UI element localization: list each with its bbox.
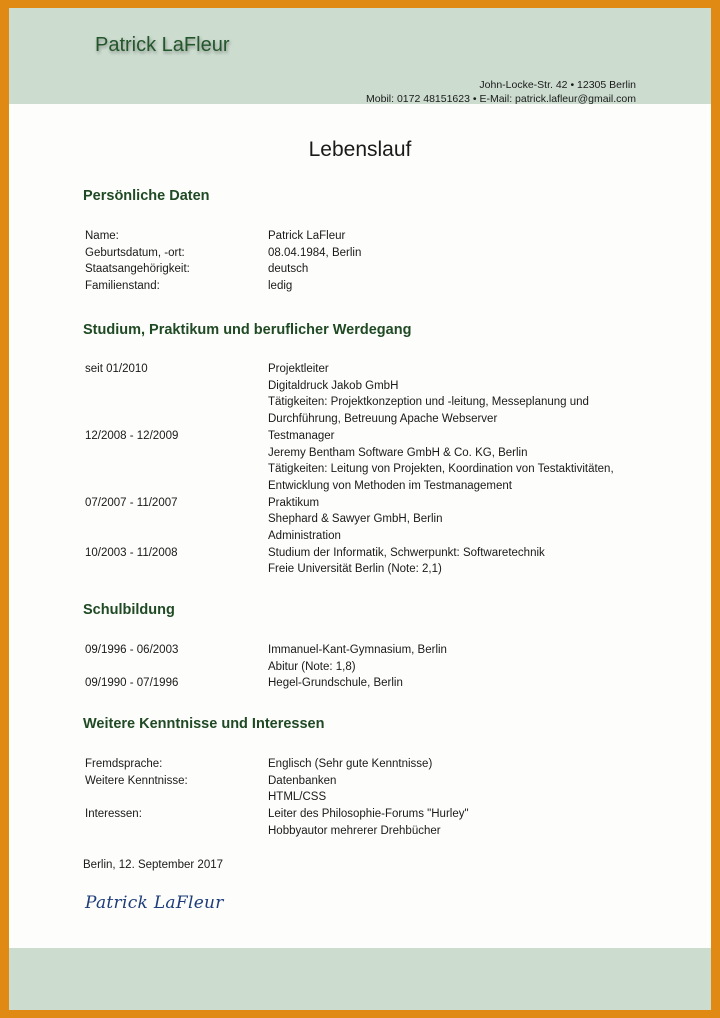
row-label: 10/2003 - 11/2008 [85, 546, 178, 559]
applicant-name: Patrick LaFleur [95, 34, 230, 56]
table-row [85, 806, 645, 839]
row-value-line: Datenbanken [268, 774, 337, 787]
table-row [85, 278, 645, 295]
section-heading-personal: Persönliche Daten [83, 188, 210, 204]
contact-block [366, 78, 636, 106]
row-label: Staatsangehörigkeit: [85, 263, 190, 276]
table-row [85, 428, 645, 495]
row-value [268, 278, 645, 295]
row-value [268, 228, 645, 245]
row-value [268, 642, 645, 675]
row-label: 07/2007 - 11/2007 [85, 496, 178, 509]
career-list [85, 361, 645, 578]
row-value-line: Jeremy Bentham Software GmbH & Co. KG, Berlin [268, 446, 528, 459]
row-value [268, 428, 645, 495]
table-row [85, 228, 645, 245]
row-value [268, 756, 645, 773]
row-value [268, 361, 645, 428]
section-heading-school: Schulbildung [83, 602, 175, 618]
school-list [85, 642, 645, 692]
row-value-line: Patrick LaFleur [268, 230, 346, 242]
row-value [268, 261, 645, 278]
row-value [268, 806, 645, 839]
contact-line: Mobil: 0172 48151623 • E-Mail: patrick.lafleur@gmail.com [366, 93, 636, 105]
row-value-line: Immanuel-Kant-Gymnasium, Berlin [268, 644, 447, 656]
row-value-line: Administration [268, 530, 341, 543]
row-label: Interessen: [85, 808, 142, 821]
row-value-line: Hegel-Grundschule, Berlin [268, 677, 403, 690]
row-value-line: Testmanager [268, 429, 335, 442]
footer-band [9, 948, 711, 1010]
row-label: seit 01/2010 [85, 363, 148, 375]
table-row [85, 675, 645, 692]
row-label: 09/1990 - 07/1996 [85, 677, 179, 690]
table-row [85, 245, 645, 262]
row-label: Name: [85, 230, 119, 242]
row-value-line: Tätigkeiten: Projektkonzeption und -leitung, Messeplanung und [268, 396, 589, 409]
row-label: Familienstand: [85, 280, 160, 293]
row-value [268, 495, 645, 545]
row-value-line: Entwicklung von Methoden im Testmanagement [268, 479, 512, 492]
place-date: Berlin, 12. September 2017 [83, 859, 224, 871]
row-value-line: Englisch (Sehr gute Kenntnisse) [268, 758, 433, 770]
row-value-line: Studium der Informatik, Schwerpunkt: Softwaretechnik [268, 546, 545, 559]
row-value-line: Projektleiter [268, 363, 329, 375]
row-value-line: Leiter des Philosophie-Forums "Hurley" [268, 808, 469, 821]
signature: Patrick LaFleur [85, 893, 224, 913]
skills-list [85, 756, 645, 840]
table-row [85, 642, 645, 675]
personal-data-list [85, 228, 645, 295]
row-value-line: Abitur (Note: 1,8) [268, 660, 356, 673]
row-value-line: ledig [268, 280, 293, 293]
row-value [268, 545, 645, 578]
section-heading-career: Studium, Praktikum und beruflicher Werdegang [83, 322, 412, 338]
row-value-line: Hobbyautor mehrerer Drehbücher [268, 824, 441, 837]
row-value-line: Shephard & Sawyer GmbH, Berlin [268, 513, 443, 526]
table-row [85, 773, 645, 806]
row-value [268, 773, 645, 806]
table-row [85, 261, 645, 278]
row-value-line: deutsch [268, 263, 309, 276]
row-value-line: Praktikum [268, 496, 320, 509]
row-label: 09/1996 - 06/2003 [85, 644, 179, 656]
address-line: John-Locke-Str. 42 • 12305 Berlin [479, 79, 636, 91]
row-value-line: Tätigkeiten: Leitung von Projekten, Koordination von Testaktivitäten, [268, 463, 614, 476]
cv-page [9, 8, 711, 1010]
row-value-line: Freie Universität Berlin (Note: 2,1) [268, 563, 442, 576]
row-value-line: Digitaldruck Jakob GmbH [268, 379, 399, 392]
row-label: Fremdsprache: [85, 758, 163, 770]
section-heading-skills: Weitere Kenntnisse und Interessen [83, 716, 325, 732]
table-row [85, 495, 645, 545]
table-row [85, 545, 645, 578]
row-value [268, 245, 645, 262]
row-label: Geburtsdatum, -ort: [85, 246, 185, 259]
document-title: Lebenslauf [308, 138, 412, 161]
row-value-line: HTML/CSS [268, 791, 327, 804]
table-row [85, 361, 645, 428]
row-label: 12/2008 - 12/2009 [85, 429, 179, 442]
table-row [85, 756, 645, 773]
row-value [268, 675, 645, 692]
row-value-line: Durchführung, Betreuung Apache Webserver [268, 413, 498, 426]
row-label: Weitere Kenntnisse: [85, 774, 188, 787]
row-value-line: 08.04.1984, Berlin [268, 246, 362, 259]
